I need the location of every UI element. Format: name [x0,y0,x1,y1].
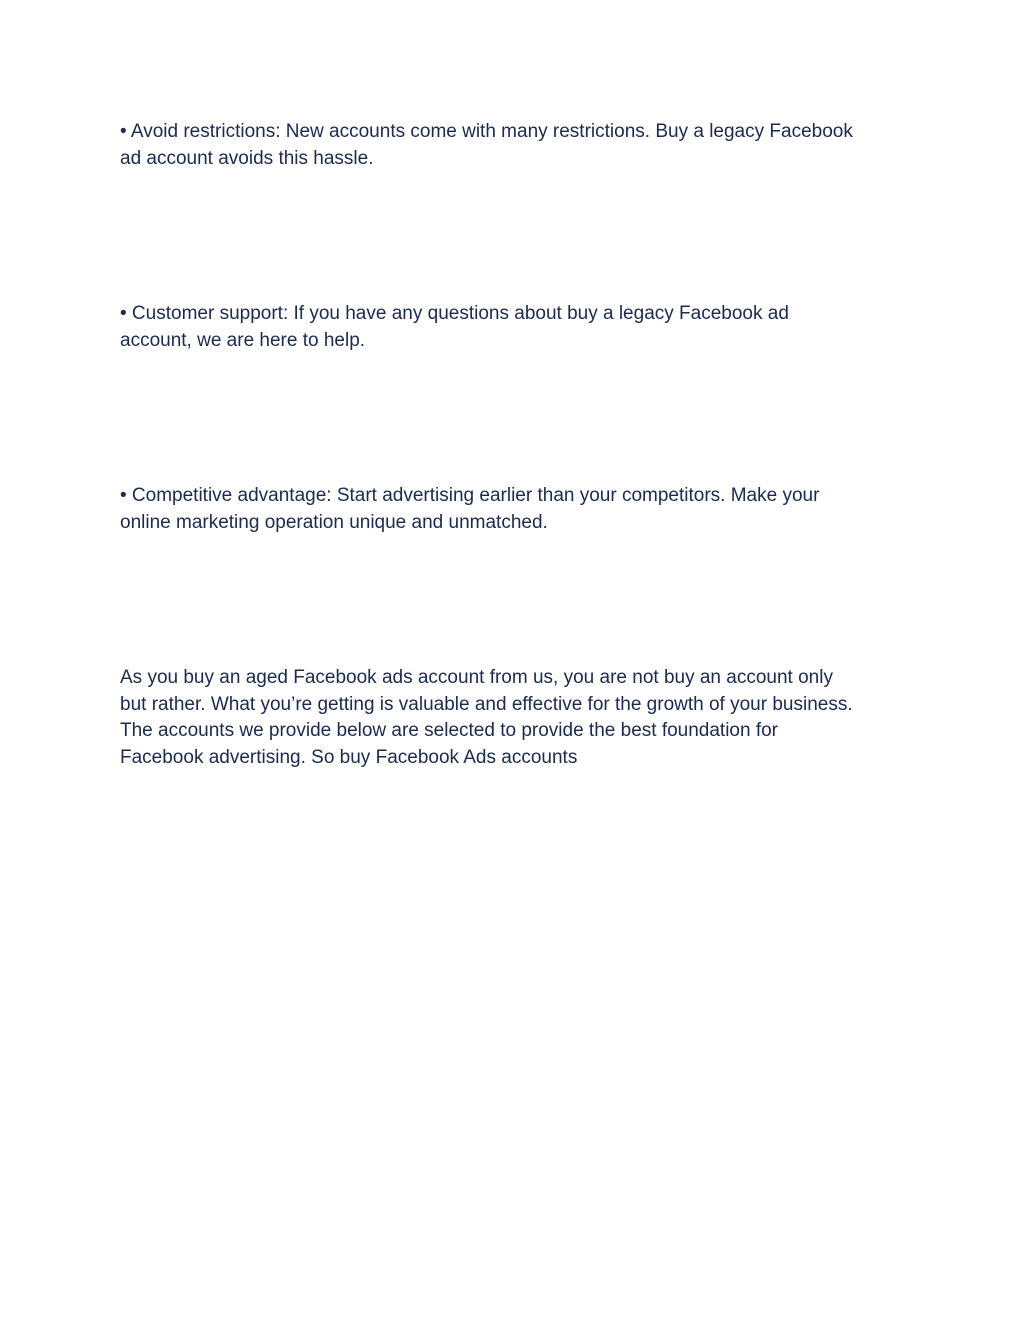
text-line: ad account avoids this hassle. [120,147,374,169]
bullet-avoid-restrictions [120,119,910,172]
closing-paragraph [120,665,910,771]
text-line: • Competitive advantage: Start advertising earlier than your competitors. Make your [120,485,820,506]
text-line: online marketing operation unique and unmatched. [120,511,548,533]
text-line: The accounts we provide below are selected to provide the best foundation for [120,720,779,741]
text-line: As you buy an aged Facebook ads account from us, you are not buy an account only [120,667,833,688]
text-line: • Customer support: If you have any questions about buy a legacy Facebook ad [120,303,789,324]
text-line: Facebook advertising. So buy Facebook Ads accounts [120,746,578,768]
text-line: but rather. What you’re getting is valuable and effective for the growth of your business. [120,693,853,715]
text-line: account, we are here to help. [120,329,366,351]
bullet-customer-support [120,301,910,354]
bullet-competitive-advantage [120,483,910,536]
text-line: • Avoid restrictions: New accounts come with many restrictions. Buy a legacy Facebook [120,121,853,142]
